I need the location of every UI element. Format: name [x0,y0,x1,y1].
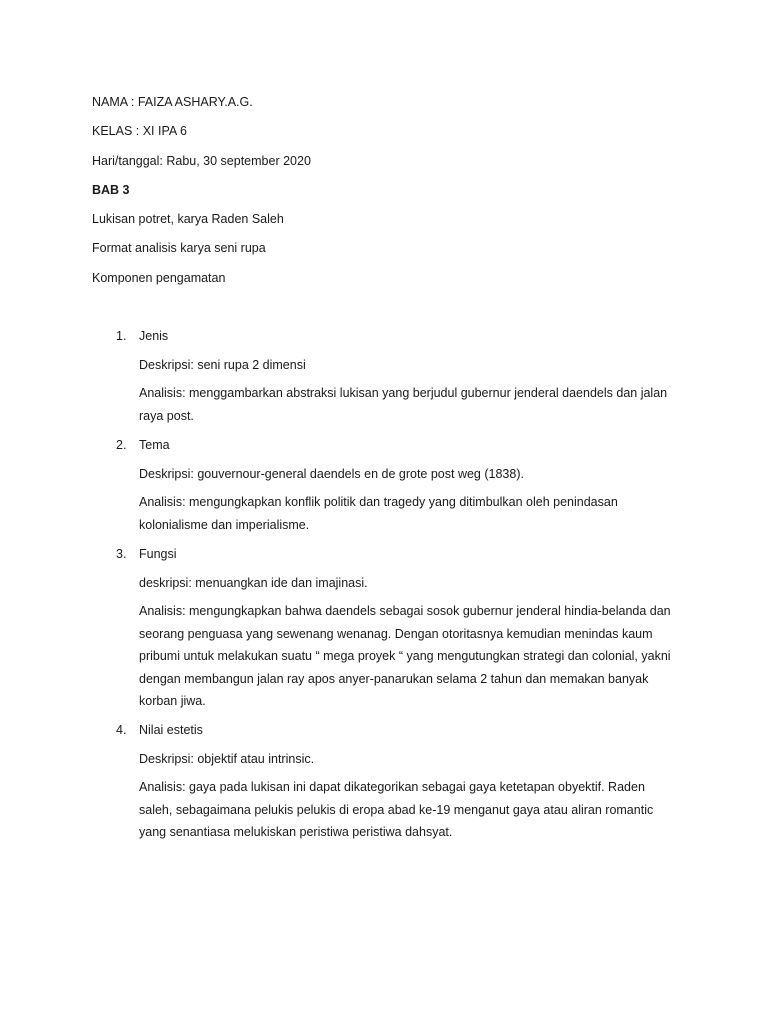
format-line: Format analisis karya seni rupa [92,241,266,255]
list-item-title: Jenis [139,329,169,343]
list-item-number: 4. [116,723,127,737]
list-item-title: Tema [139,438,170,452]
list-item-number: 1. [116,329,127,343]
list-item-description: Deskripsi: objektif atau intrinsic. [139,752,315,766]
date-line: Hari/tanggal: Rabu, 30 september 2020 [92,154,311,168]
list-item-title: Nilai estetis [139,723,203,737]
list-item-description: deskripsi: menuangkan ide dan imajinasi. [139,576,368,590]
list-item-analysis: Analisis: mengungkapkan konflik politik dan tragedy yang ditimbulkan oleh penindasan kolonialisme dan imperialisme. [139,495,618,532]
list-item-analysis: Analisis: gaya pada lukisan ini dapat dikategorikan sebagai gaya ketetapan obyektif. Raden saleh, sebagaimana pelukis pelukis di eropa abad ke-19 menganut gaya atau aliran romantic yang senantiasa melukiskan peristiwa peristiwa dahsyat. [139,780,654,839]
painting-title: Lukisan potret, karya Raden Saleh [92,212,284,226]
list-item-analysis: Analisis: menggambarkan abstraksi lukisan yang berjudul gubernur jenderal daendels dan jalan raya post. [139,386,668,423]
component-line: Komponen pengamatan [92,271,226,285]
list-item-description: Deskripsi: seni rupa 2 dimensi [139,358,306,372]
list-item-number: 3. [116,547,127,561]
student-name: NAMA : FAIZA ASHARY.A.G. [92,95,253,109]
chapter-heading: BAB 3 [92,183,130,197]
list-item-description: Deskripsi: gouvernour-general daendels en de grote post weg (1838). [139,467,524,481]
list-item-title: Fungsi [139,547,177,561]
list-item-number: 2. [116,438,127,452]
list-item-analysis: Analisis: mengungkapkan bahwa daendels sebagai sosok gubernur jenderal hindia-belanda dan seorang penguasa yang sewenang wenanag. Dengan otoritasnya kemudian menindas kaum pribumi untuk melakukan suatu “ mega proyek “ yang mengutungkan strategi dan colonial, yakni dengan membangun jalan ray apos anyer-panarukan selama 2 tahun dan memakan banyak korban jiwa. [139,604,671,708]
student-class: KELAS : XI IPA 6 [92,124,187,138]
